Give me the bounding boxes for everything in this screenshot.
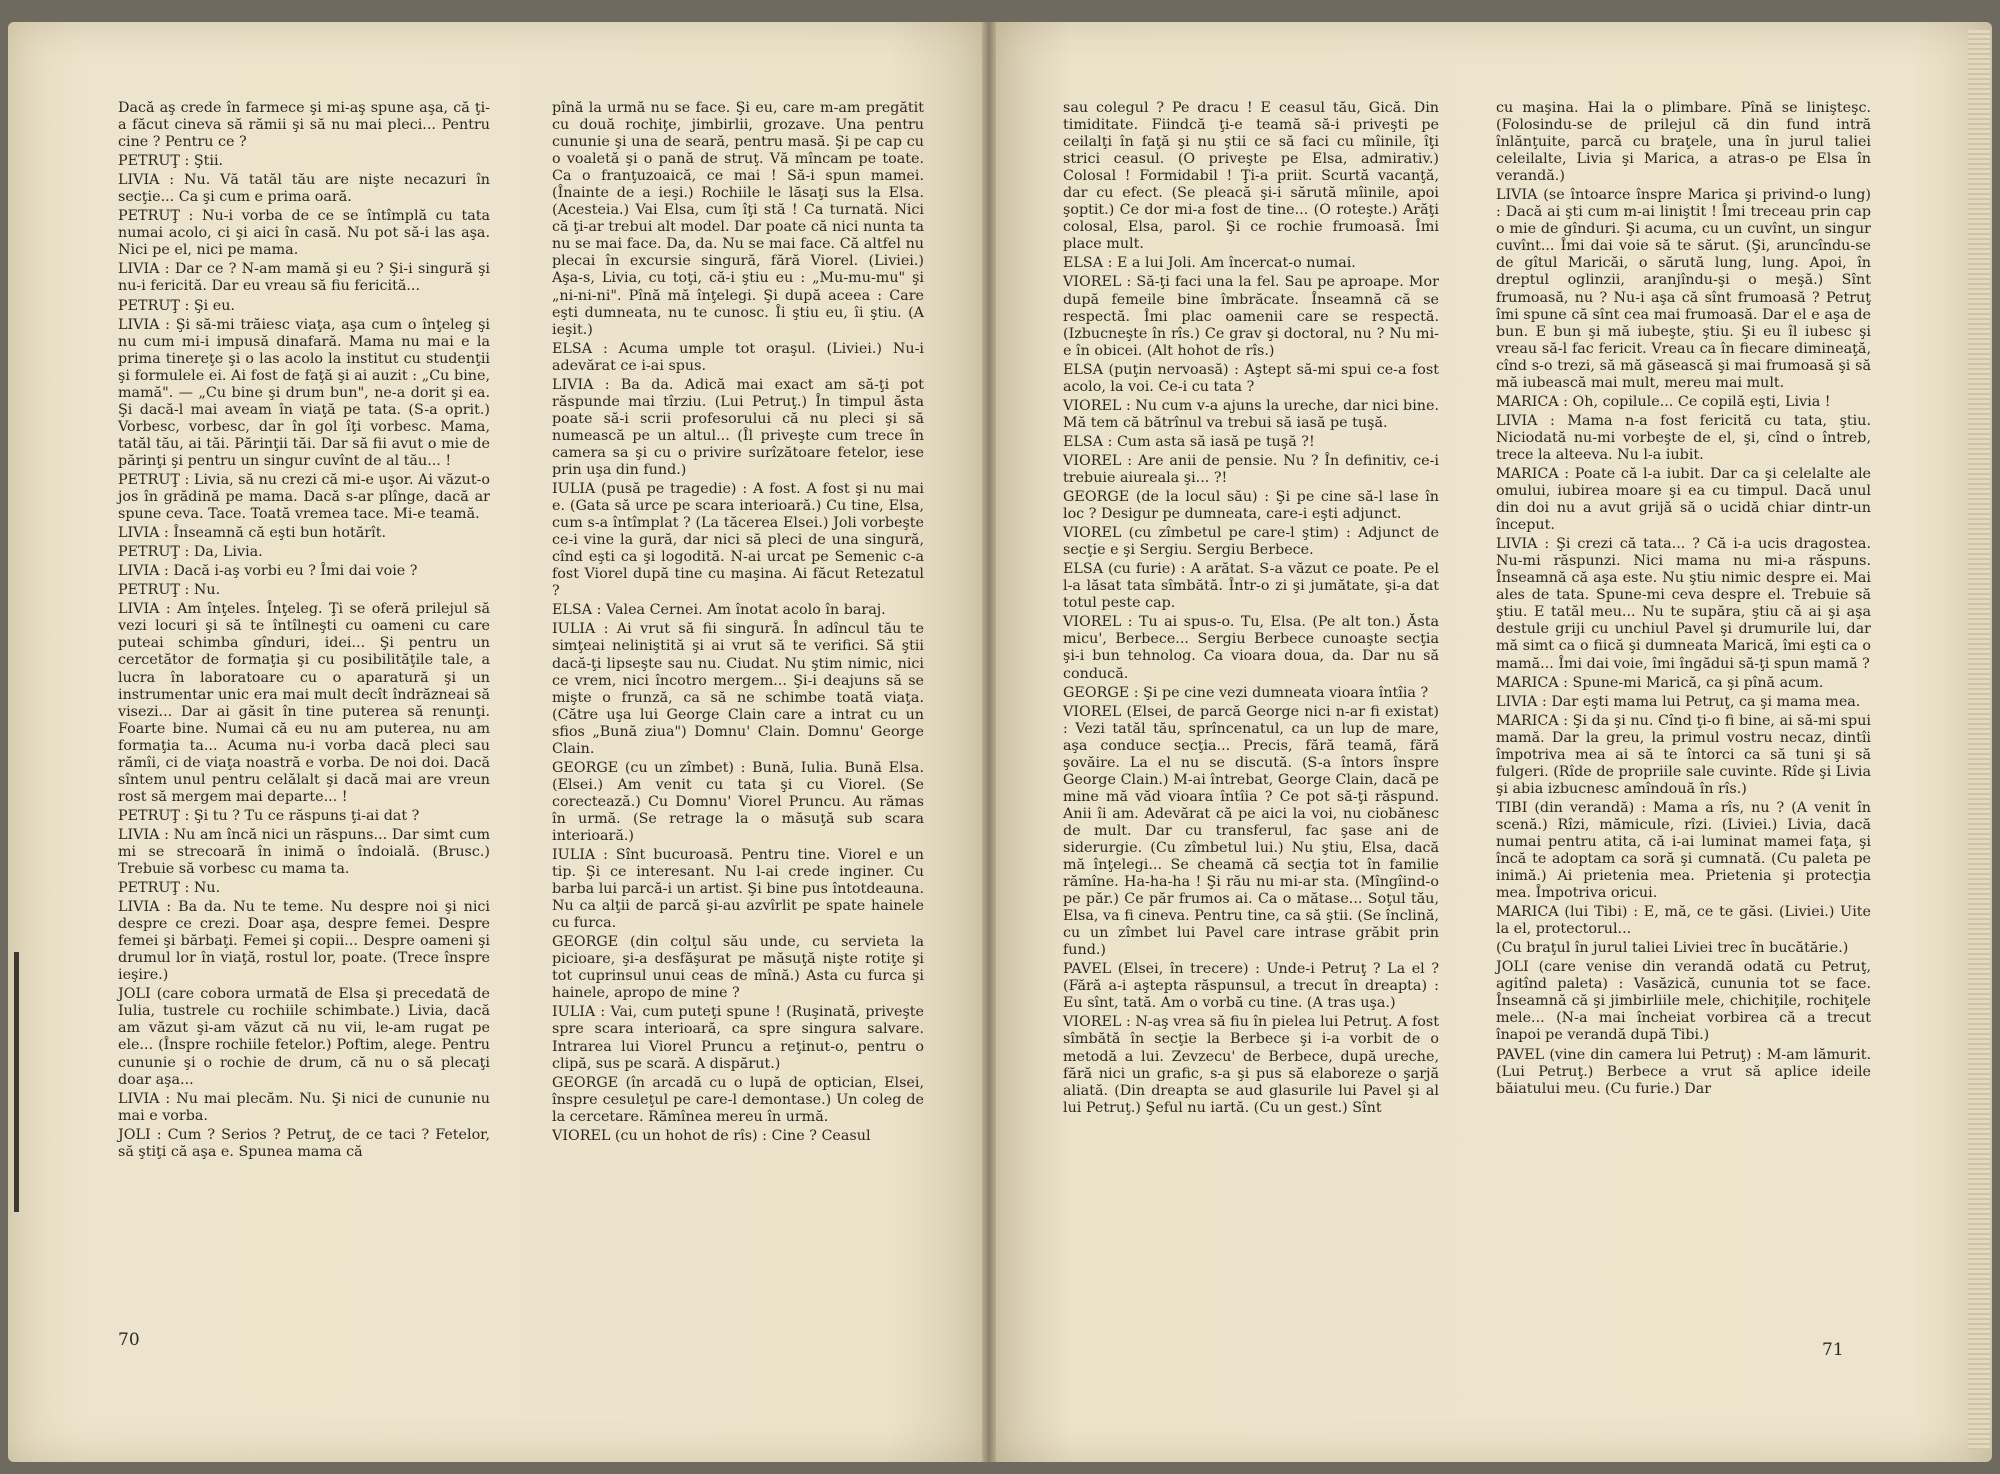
paragraph: PETRUŢ : Nu-i vorba de ce se întîmplă cu tata numai acolo, ci şi aici în casă. Nu pot să-i las aşa. Nici pe el, nici pe mama. [118, 208, 490, 259]
paragraph: IULIA : Vai, cum puteţi spune ! (Ruşinată, priveşte spre scara interioară, ca spre singura salvare. Intrarea lui Viorel Pruncu a reţinut-o, pentru o clipă, sus pe scară. A dispărut.) [552, 1004, 924, 1072]
paragraph: LIVIA : Dar eşti mama lui Petruţ, ca şi mama mea. [1496, 693, 1861, 710]
paragraph: PETRUŢ : Livia, să nu crezi că mi-e uşor. Ai văzut-o jos în grădină pe mama. Dacă s-ar plînge, dacă ar spune ceva. Tace. Toată vremea tace. Mi-e teamă. [118, 471, 491, 523]
paragraph: IULIA (pusă pe tragedie) : A fost. A fost şi nu mai e. (Gata să urce pe scara interioară.) Cu tine, Elsa, cum s-a întîmplat ? (La tăcerea Elsei.) Joli vorbeşte ce-i vine la gură, dar nici să pleci de una singură, cînd eşti ca şi logodită. N-ai urcat pe Semenic c-a fost Viorel după tine cu maşina. Ai făcut Retezatul ? [552, 481, 924, 600]
paragraph: MARICA : Oh, copilule... Ce copilă eşti, Livia ! [1496, 393, 1831, 410]
page-edges [1968, 30, 1990, 1450]
right-page-column-2 [1496, 100, 1871, 1100]
paragraph: LIVIA : Am înţeles. Înţeleg. Ţi se oferă prilejul să vezi locuri şi să te întîlneşti cu oameni cu care puteai schimba gînduri, idei... Şi pentru un cercetător de formaţia şi cu posibilităţile tale, a lucra în laboratoare cu o aparatură şi un instrumentar unic era mai mult decît îndrăzneai să visezi... Dar ai găsit în tine puterea să renunţi. Foarte bine. Numai că eu nu am puterea, nu am formaţia ta... Acuma nu-i vorba dacă pleci sau rămîi, ci de viaţa noastră e vorba. De noi doi. Dacă sîntem unul pentru celălalt şi dacă mai are vreun rost să mergem mai departe... ! [118, 601, 490, 805]
paragraph: VIOREL : Nu cum v-a ajuns la ureche, dar nici bine. Mă tem că bătrînul va trebui să iasă pe tuşă. [1063, 397, 1439, 431]
paragraph: VIOREL (Elsei, de parcă George nici n-ar fi existat) : Vezi tatăl tău, sprîncenatul, ca un lup de mare, aşa conduce secţia... Precis, fără teamă, fără şovăire. La el nu se discută. (S-a întors înspre George Clain.) M-ai întrebat, George Clain, dacă pe mine mă văd vioara întîia ? Ce pot să-ţi răspund. Anii îi am. Adevărat că pe aici la voi, nu ciobănesc de mult. Dar cu transferul, fac şase ani de siderurgie. (Cu zîmbetul lui.) Nu ştiu, Elsa, dacă mă înţelegi... Se cheamă că secţia tot în familie rămîne. Ha-ha-ha ! Şi rău nu mi-ar sta. (Mîngîind-o pe păr.) Ce păr frumos ai. Ca o mătase... Soţul tău, Elsa, va fi cineva. Pentru tine, ca să ştii. (Se înclină, cu un zîmbet lui Pavel care intrase grăbit prin fund.) [1063, 703, 1439, 959]
paragraph: GEORGE (cu un zîmbet) : Bună, Iulia. Bună Elsa. (Elsei.) Am venit cu tata şi cu Viorel. (Se corectează.) Cu Domnu' Viorel Pruncu. Au rămas în urmă. (Se retrage la o măsuţă sub scara interioară.) [552, 759, 924, 844]
paragraph: MARICA : Poate că l-a iubit. Dar ca şi celelalte ale omului, iubirea moare şi ea cu timpul. Dacă unul din doi nu a avut grijă să o ucidă chiar dintr-un început. [1496, 465, 1871, 534]
paragraph: JOLI (care cobora urmată de Elsa şi precedată de Iulia, tustrele cu rochiile schimbate.) Livia, dacă am văzut şi-am văzut că nu vii, le-am rugat pe ele... (Înspre rochiile fetelor.) Poftim, alege. Pentru cununie şi o rochie de drum, că nu o să plecaţi doar aşa... [118, 986, 490, 1088]
paragraph: MARICA (lui Tibi) : E, mă, ce te găsi. (Liviei.) Uite la el, protectorul... [1496, 904, 1871, 938]
paragraph: LIVIA : Nu am încă nici un răspuns... Dar simt cum mi se strecoară în inimă o îndoială. (Brusc.) Trebuie să vorbesc cu mama ta. [118, 826, 490, 878]
paragraph: PETRUŢ : Ştii. [118, 153, 224, 170]
paragraph: VIOREL : N-aş vrea să fiu în pielea lui Petruţ. A fost sîmbătă în secţie la Berbece şi i-a vorbit de o metodă a lui. Zevzecu' de Berbece, după ureche, fără nici un grafic, s-a şi pus să elaboreze o şarjă aliată. (Din dreapta se aud glasurile lui Pavel şi al lui Petruţ.) Şeful nu iartă. (Cu un gest.) Sînt [1063, 1014, 1439, 1116]
paragraph: LIVIA : Ba da. Nu te teme. Nu despre noi şi nici despre ce crezi. Doar aşa, despre femei. Despre femei şi bărbaţi. Femei şi copii... Despre oameni şi drumul lor în viaţă, rostul lor, poate. (Trece înspre ieşire.) [118, 899, 490, 984]
paragraph: LIVIA : Dacă i-aş vorbi eu ? Îmi dai voie ? [118, 563, 418, 580]
paragraph: MARICA : Spune-mi Marică, ca şi pînă acum. [1496, 674, 1824, 691]
paragraph: pînă la urmă nu se face. Şi eu, care m-am pregătit cu două rochiţe, jimbirlii, grozave. Una pentru cununie şi una de seară, pentru masă. Şi pe cap cu o voaletă şi o pană de struţ. Vă mîncam pe toate. Ca o franţuzoaică, ce mai ! Să-i spun mamei. (Înainte de a ieşi.) Rochiile le lăsaţi sus la Elsa. (Acesteia.) Vai Elsa, cum îţi stă ! Ca turnată. Nici că ţi-ar trebui alt model. Dar poate că nici nunta ta nu se mai face. Da, da. Nu se mai face. Că altfel nu plecai în excursie singură, fără Viorel. (Liviei.) Aşa-s, Livia, cu toţi, că-i ştiu eu : „Mu-mu-mu" şi „ni-ni-ni". Pînă mă înţelegi. Şi după aceea : Care eşti dumneata, nu te cunosc. Îi ştiu eu, îi ştiu. (A ieşit.) [552, 100, 924, 338]
right-page-column-1 [1063, 100, 1439, 1119]
paragraph: VIOREL : Are anii de pensie. Nu ? În definitiv, ce-i trebuie aiureala şi... ?! [1063, 452, 1439, 486]
paragraph: LIVIA : Şi să-mi trăiesc viaţa, aşa cum o înţeleg şi nu cum mi-i impusă dinafară. Mama nu mai e la prima tinereţe şi o las acolo la institut cu studenţii şi formulele ei. Ai fost de faţă şi ai auzit : „Cu bine, mamă". — „Cu bine şi drum bun", ne-a dorit şi ea. Şi dacă-l mai aveam în viaţă pe tata. (S-a oprit.) Vorbesc, vorbesc, dar în gol îţi vorbesc. Mama, tatăl tău, ai tăi. Părinţii tăi. Dar să fii avut o mie de părinţi şi pentru un singur cuvînt de al tău... ! [118, 316, 490, 469]
paragraph: LIVIA : Mama n-a fost fericită cu tata, ştiu. Niciodată nu-mi vorbeşte de el, şi, cînd o întreb, trece la alteeva. Nu l-a iubit. [1496, 412, 1871, 463]
paragraph: PETRUŢ : Nu. [118, 582, 221, 599]
left-page-column-1 [118, 100, 490, 1163]
paragraph: VIOREL : Să-ţi faci una la fel. Sau pe aproape. Mor după femeile bine îmbrăcate. Înseamnă că se respectă. Îmi plac oamenii care se respectă. (Izbucneşte în rîs.) Ce grav şi doctoral, nu ? Nu mi-e în obicei. (Alt hohot de rîs.) [1063, 274, 1439, 359]
paragraph: (Cu braţul în jurul taliei Liviei trec în bucătărie.) [1496, 940, 1849, 957]
left-page-column-2 [552, 100, 924, 1147]
paragraph: PETRUŢ : Şi eu. [118, 297, 235, 314]
paragraph: GEORGE (de la locul său) : Şi pe cine să-l lase în loc ? Desigur pe dumneata, care-i eşti adjunct. [1063, 489, 1439, 523]
paragraph: PETRUŢ : Da, Livia. [118, 544, 263, 561]
paragraph: PETRUŢ : Nu. [118, 880, 221, 897]
paragraph: LIVIA : Înseamnă că eşti bun hotărît. [118, 525, 386, 542]
paragraph: Dacă aş crede în farmece şi mi-aş spune aşa, că ţi-a făcut cineva să rămii şi să nu mai pleci... Pentru cine ? Pentru ce ? [118, 100, 490, 151]
paragraph: JOLI : Cum ? Serios ? Petruţ, de ce taci ? Fetelor, să ştiţi că aşa e. Spunea mama că [118, 1126, 490, 1160]
paragraph: VIOREL : Tu ai spus-o. Tu, Elsa. (Pe alt ton.) Ăsta micu', Berbece... Sergiu Berbece cunoaşte secţia şi-i bun tehnolog. Ca vioara doua, da. Dar nu să conducă. [1063, 614, 1439, 682]
paragraph: ELSA : Valea Cernei. Am înotat acolo în baraj. [552, 602, 886, 619]
paragraph: GEORGE : Şi pe cine vezi dumneata vioara întîia ? [1063, 684, 1429, 701]
paragraph: sau colegul ? Pe dracu ! E ceasul tău, Gică. Din timiditate. Fiindcă ţi-e teamă să-i priveşti pe ceilalţi în faţă şi nu ştii ce să faci cu mîinile, îţi strici ceasul. (O priveşte pe Elsa, admirativ.) Colosal ! Formidabil ! Ţi-a priit. Scurtă vacanţă, dar cu efect. (Se pleacă şi-i sărută mîinile, apoi şoptit.) Ce dor mi-a fost de tine... (O roteşte.) Arăţi colosal, Elsa, parol. Şi ce rochie frumoasă. Îmi place mult. [1063, 100, 1439, 253]
paragraph: cu maşina. Hai la o plimbare. Pînă se linişteşc. (Folosindu-se de prilejul că din fund intră înlănţuite, parcă cu braţele, una în jurul taliei celeilalte, Livia şi Marica, a atras-o pe Elsa în verandă.) [1496, 100, 1871, 185]
paragraph: IULIA : Ai vrut să fii singură. În adîncul tău te simţeai neliniştită şi ai vrut să te verifici. Să ştii dacă-ţi lipseşte sau nu. Ciudat. Nu ştim nimic, nici ce vrem, nici încotro mergem... Şi-i deajuns să se mişte o frunză, ca să ne schimbe toată viaţa. (Către uşa lui George Clain care a intrat cu un sfios „Bună ziua") Domnu' Clain. Domnu' George Clain. [552, 621, 924, 757]
paragraph: TIBI (din verandă) : Mama a rîs, nu ? (A venit în scenă.) Rîzi, mămicule, rîzi. (Liviei.) Livia, dacă numai pentru atita, că i-ai luminat mamei faţa, şi încă te adoptam ca soră şi cumnată. (Cu paleta pe inimă.) Ai prietenia mea. Prietenia şi protecţia mea. Împotriva oricui. [1496, 799, 1871, 902]
paragraph: VIOREL (cu zîmbetul pe care-l ştim) : Adjunct de secţie e şi Sergiu. Sergiu Berbece. [1063, 525, 1439, 559]
page-number-right: 71 [1822, 1340, 1844, 1360]
paragraph: PETRUŢ : Şi tu ? Tu ce răspuns ţi-ai dat ? [118, 807, 420, 824]
paragraph: ELSA : E a lui Joli. Am încercat-o numai. [1063, 255, 1356, 272]
paragraph: ELSA : Cum asta să iasă pe tuşă ?! [1063, 433, 1315, 450]
book-gutter [982, 22, 996, 1462]
paragraph: LIVIA : Dar ce ? N-am mamă şi eu ? Şi-i singură şi nu-i fericită. Dar eu vreau să fiu fericită... [118, 261, 490, 295]
paragraph: GEORGE (în arcadă cu o lupă de optician, Elsei, înspre cesuleţul pe care-l demontase.) Un coleg de la cercetare. Rămînea mereu în urmă. [552, 1074, 924, 1125]
paragraph: PAVEL (vine din camera lui Petruţ) : M-am lămurit. (Lui Petruţ.) Berbece a vrut să aplice ideile băiatului meu. (Cu furie.) Dar [1496, 1046, 1871, 1097]
paragraph: LIVIA : Nu. Vă tatăl tău are nişte necazuri în secţie... Ca şi cum e prima oară. [118, 172, 490, 206]
paragraph: GEORGE (din colţul său unde, cu servieta la picioare, şi-a desfăşurat pe măsuţă nişte rotiţe şi tot cuprinsul unui ceas de mînă.) Asta cu furca şi hainele, apropo de mine ? [552, 934, 924, 1002]
page-number-left: 70 [118, 1330, 140, 1350]
paragraph: ELSA (cu furie) : A arătat. S-a văzut ce poate. Pe el l-a lăsat tata sîmbătă. Într-o zi şi jumătate, şi-a dat totul peste cap. [1063, 561, 1439, 612]
paragraph: LIVIA (se întoarce înspre Marica şi privind-o lung) : Dacă ai şti cum m-ai liniştit ! Îmi treceau prin cap o mie de gînduri. Şi acuma, cu un cuvînt, un singur cuvînt... Îmi dai voie să te sărut. (Şi, aruncîndu-se de gîtul Maricăi, o sărută lung, lung. Apoi, în dreptul oglinzii, aranjîndu-şi o meşă.) Sînt frumoasă, nu ? Nu-i aşa că sînt frumoasă ? Petruţ îmi spune că sînt cea mai frumoasă. Dar el e aşa de bun. E bun şi mă iubeşte, ştiu. Şi eu îl iubesc şi vreau să-l fac fericit. Vreau ca în fiecare dimineaţă, cînd s-o trezi, să mă găsească şi mai frumoasă şi să mă iubească mai mult, mereu mai mult. [1496, 187, 1871, 391]
paragraph: IULIA : Sînt bucuroasă. Pentru tine. Viorel e un tip. Şi ce interesant. Nu l-ai crede inginer. Cu barba lui parcă-i un artist. Şi bine pus întotdeauna. Nu ca alţii de parcă şi-au azvîrlit pe spate hainele cu furca. [552, 847, 925, 932]
paragraph: LIVIA : Nu mai plecăm. Nu. Şi nici de cununie nu mai e vorba. [118, 1090, 490, 1124]
paragraph: LIVIA : Şi crezi că tata... ? Că i-a ucis dragostea. Nu-mi răspunzi. Nici mama nu mi-a răspuns. Înseamnă că aşa este. Nu ştiu nimic despre ei. Mai ales de tata. Spune-mi ceva despre el. Trebuie să ştiu. E tatăl meu... Nu te supăra, ştiu că ai şi aşa destule griji cu unchiul Pavel şi drumurile lui, dar mă simt ca o fiică şi dumneata Marică, îmi eşti ca o mamă... Îmi dai voie, îmi îngădui să-ţi spun mamă ? [1496, 536, 1871, 672]
paragraph: MARICA : Şi da şi nu. Cînd ţi-o fi bine, ai să-mi spui mamă. Dar la greu, la primul vostru necaz, dintîi împotriva mea ai să te întorci ca să tuni şi să fulgeri. (Rîde de propriile sale cuvinte. Rîde şi Livia şi abia izbucnesc amîndouă în rîs.) [1496, 712, 1871, 797]
paragraph: ELSA (puţin nervoasă) : Aştept să-mi spui ce-a fost acolo, la voi. Ce-i cu tata ? [1063, 361, 1439, 395]
edge-bar [14, 952, 19, 1212]
paragraph: PAVEL (Elsei, în trecere) : Unde-i Petruţ ? La el ? (Fără a-i aştepta răspunsul, a trecut în dreapta) : Eu sînt, tată. Am o vorbă cu tine. (A tras uşa.) [1063, 961, 1439, 1012]
paragraph: JOLI (care venise din verandă odată cu Petruţ, agitînd paleta) : Vasăzică, cununia tot se face. Înseamnă că şi jimbirliile mele, chichiţile, rochiţele mele... (N-a mai încheiat vorbirea că a trecut înapoi pe verandă după Tibi.) [1496, 959, 1871, 1044]
paragraph: ELSA : Acuma umple tot oraşul. (Liviei.) Nu-i adevărat ce i-ai spus. [552, 340, 924, 374]
paragraph: LIVIA : Ba da. Adică mai exact am să-ţi pot răspunde mai tîrziu. (Lui Petruţ.) În timpul ăsta poate să-i scrii profesorului că nu pleci şi să numească pe un altul... (Îl priveşte cum trece în camera sa şi cu o privire surîzătoare fetelor, iese prin uşa din fund.) [552, 376, 924, 478]
paragraph: VIOREL (cu un hohot de rîs) : Cine ? Ceasul [552, 1127, 871, 1144]
